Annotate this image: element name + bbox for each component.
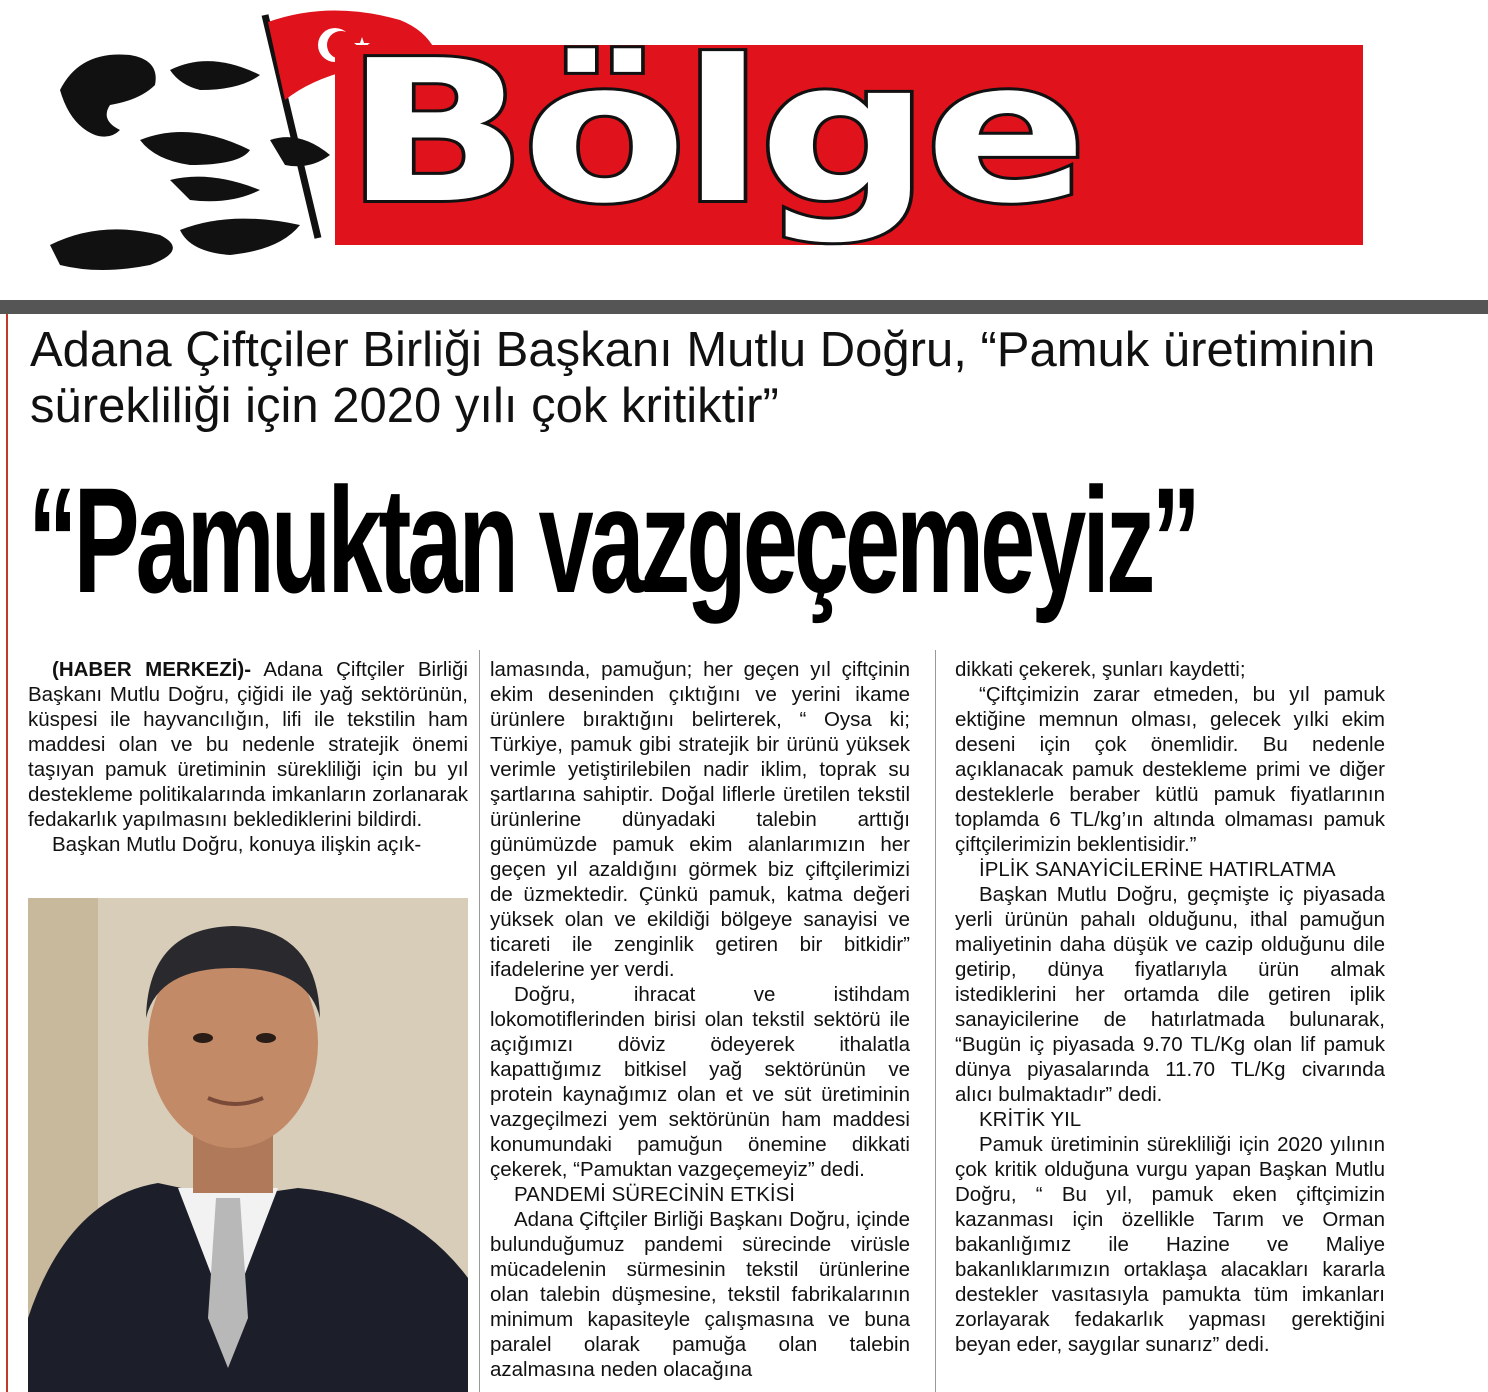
masthead: [0, 0, 1488, 300]
column-rule-1: [479, 650, 480, 1392]
subheading: KRİTİK YIL: [979, 1108, 1082, 1131]
person-figure: [28, 898, 468, 1392]
article-overline: Adana Çiftçiler Birliği Başkanı Mutlu Doğru, “Pamuk üretiminin sürekliliği için 2020 yılı çok kritiktir”: [30, 323, 1376, 433]
subheading: İPLİK SANAYİCİLERİNE HATIRLATMA: [979, 858, 1336, 881]
paragraph: Başkan Mutlu Doğru, geçmişte iç piyasada yerli ürünün pahalı olduğunu, ithal pamuğun maliyetinin daha düşük ve cazip olduğunu dile getirip, dünya fiyatlarıyla ürün almak istediklerini her ortamda dile getiren iplik sanayicilerine de hatırlatmada bulunarak, “Bugün iç piyasada 9.70 TL/Kg olan lif pamuk dünya piyasalarında 11.70 TL/Kg civarında alıcı bulmaktadır” dedi.: [955, 883, 1385, 1106]
portrait-photo: [28, 898, 468, 1392]
article-column-1: [28, 657, 468, 857]
subheading: PANDEMİ SÜRECİNİN ETKİSİ: [514, 1183, 795, 1206]
article-column-2: [490, 657, 910, 1382]
paragraph: [28, 657, 468, 832]
masthead-brand: Bölge: [345, 19, 1083, 247]
article-column-3: [955, 657, 1385, 1357]
column-rule-2: [935, 650, 936, 1392]
paragraph: Başkan Mutlu Doğru, konuya ilişkin açık-: [52, 833, 422, 856]
paragraph: “Çiftçimizin zarar etmeden, bu yıl pamuk ektiğine memnun olması, gelecek yılki ekim deseni için çok önemlidir. Bu nedenle açıklanacak pamuk destekleme primi ve diğer desteklerle beraber kütlü pamuk fiyatlarının toplamda 6 TL/kg’ın altında olmaması pamuk çiftçilerimizin beklentisidir.”: [955, 683, 1385, 856]
masthead-divider: [0, 300, 1488, 314]
article-headline: “Pamuktan vazgeçemeyiz”: [28, 456, 1198, 624]
paragraph: Pamuk üretiminin sürekliliği için 2020 yılının çok kritik olduğuna vurgu yapan Başkan Mutlu Doğru, “ Bu yıl, pamuk eken çiftçimizin kazanması için özellikle Tarım ve Orman bakanlığımız ile Hazine ve Maliye bakanlıklarımızın ortaklaşa alacakları kararla destekler vasıtasıyla pamukta tüm imkanları zorlayarak fedakarlık yapması gerektiğini beyan eder, saygılar sunarız” dedi.: [955, 1133, 1385, 1356]
left-rule: [6, 314, 8, 1392]
paragraph: dikkati çekerek, şunları kaydetti;: [955, 658, 1246, 681]
paragraph-text: Adana Çiftçiler Birliği Başkanı Mutlu Doğru, çiğidi ile yağ sektörünün, küspesi ile hayvancılığın, lifi ile tekstilin ham maddesi olan ve bu nedenle stratejik önemi taşıyan pamuk üretiminin sürekliliği için bu yıl destekleme politikalarında imkanların zorlanarak fedakarlık yapılmasını beklediklerini bildirdi.: [28, 658, 468, 831]
dateline: (HABER MERKEZİ)-: [52, 658, 252, 681]
paragraph: Doğru, ihracat ve istihdam lokomotiflerinden birisi olan tekstil sektörü ile açığımızı döviz ödeyerek ithalatla kapattığımız bitkisel yağ sektörünün ve protein kaynağımız olan et ve süt üretiminin vazgeçilmezi yem sektörünün ham maddesi konumundaki pamuğun önemine dikkati çekerek, “Pamuktan vazgeçemeyiz” dedi.: [490, 983, 910, 1181]
paragraph: lamasında, pamuğun; her geçen yıl çiftçinin ekim deseninden çıktığını ve yerini ikame ürünlere bıraktığını belirterek, “ Oysa ki; Türkiye, pamuk gibi stratejik bir ürünü yüksek verimle yetiştirilebilen nadir iklim, toprak su şartlarına sahiptir. Doğal liflerle üretilen tekstil ürünlerine dünyadaki talebin arttığı günümüzde pamuk ekim alanlarımızın her geçen yıl azaldığını görmek biz çiftçilerimizi de üzmektedir. Çünkü pamuk, katma değeri yüksek olan ve ekildiği bölgeye sanayisi ve ticareti ile zenginlik getiren bir bitkidir” ifadelerine yer verdi.: [490, 658, 910, 981]
paragraph: Adana Çiftçiler Birliği Başkanı Doğru, içinde bulunduğumuz pandemi sürecinde virüsle mücadelenin sürmesinin tekstil ürünlerine olan talebin düşmesine, tekstil fabrikalarının minimum kapasiteyle çalışmasına ve buna paralel olarak pamuğa olan talebin azalmasına neden olacağına: [490, 1208, 910, 1381]
